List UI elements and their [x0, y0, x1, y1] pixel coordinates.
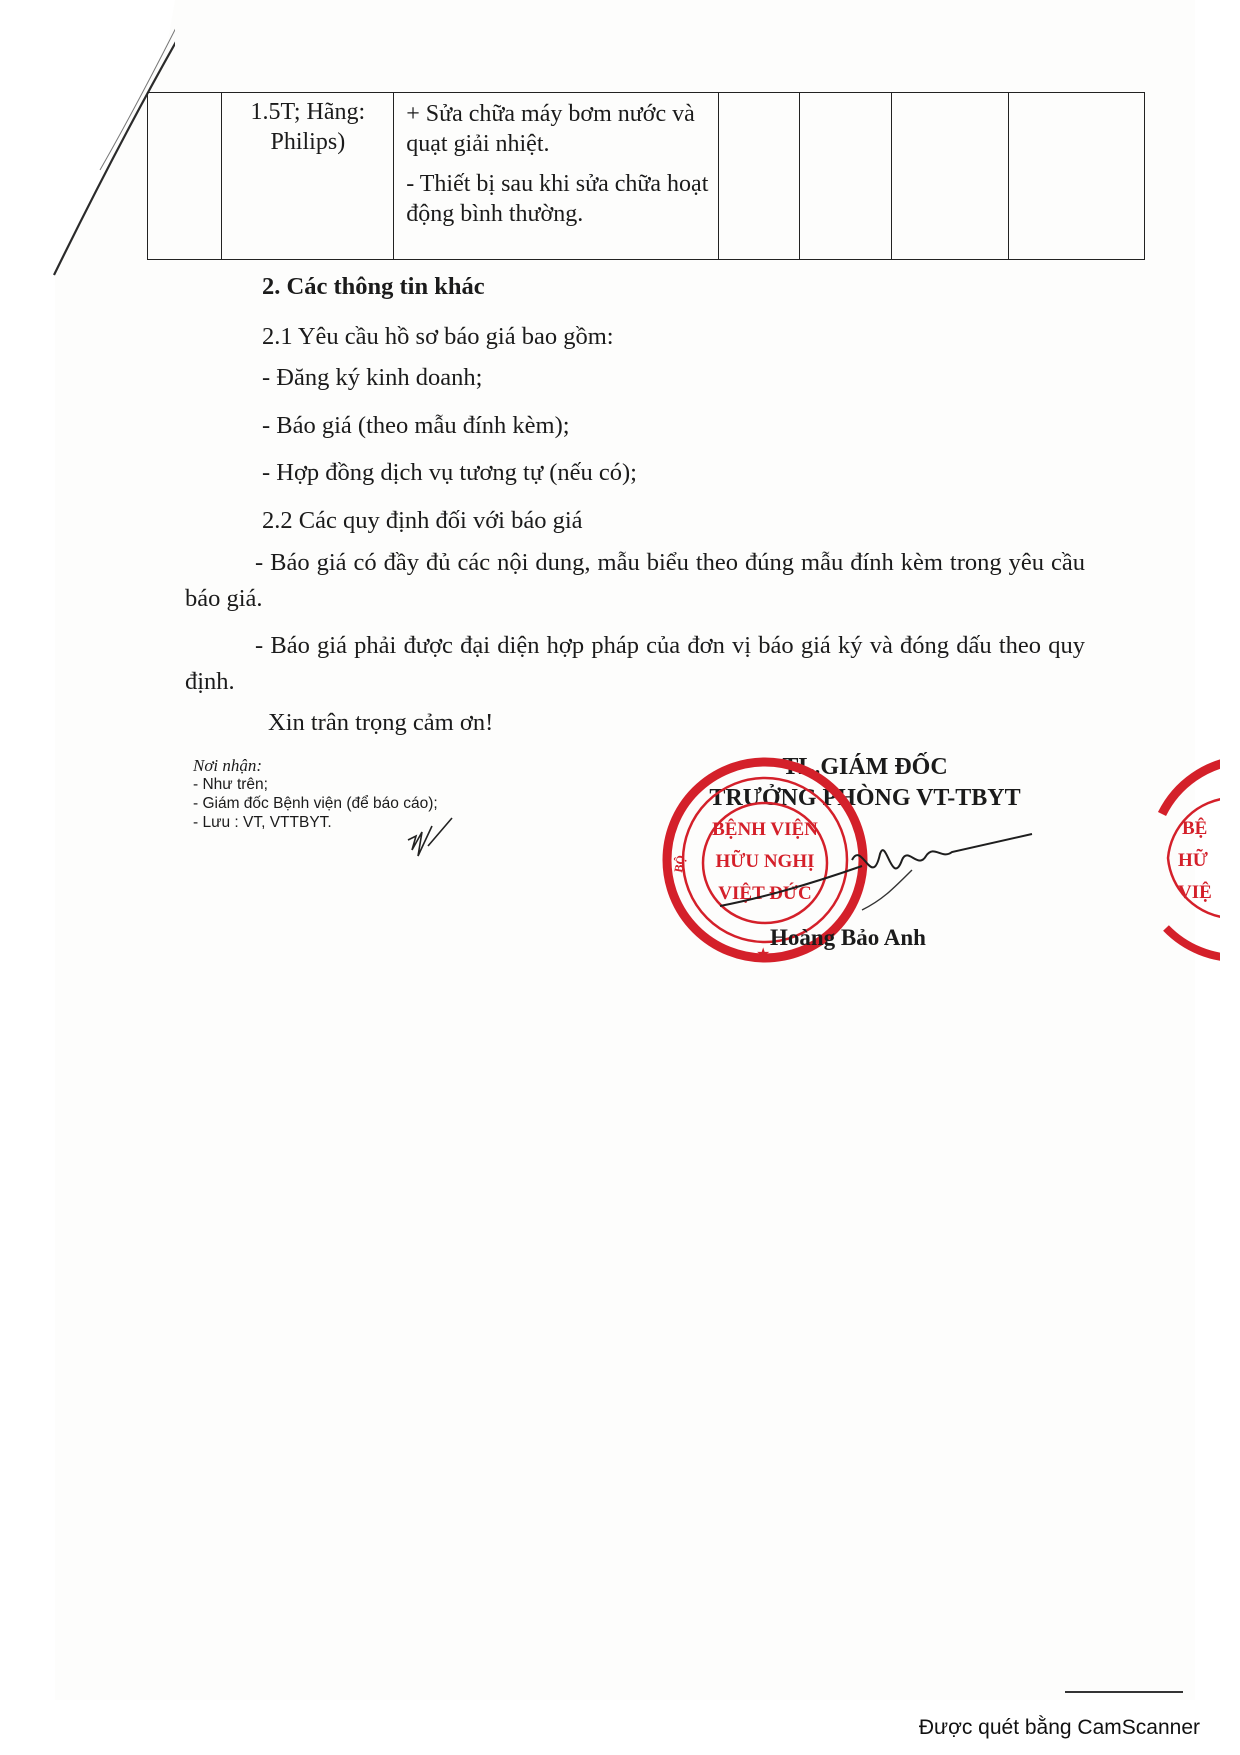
closing-text: Xin trân trọng cảm ơn!	[268, 709, 494, 736]
handwritten-initials	[402, 816, 462, 862]
table-cell-spec	[222, 93, 394, 260]
work-item: + Sửa chữa máy bơm nước và quạt giải nhiệt.	[406, 101, 695, 157]
table-cell-empty	[1008, 93, 1144, 260]
table-cell-empty	[799, 93, 891, 260]
regulation-paragraph	[185, 545, 1085, 617]
partial-seal-line: BỆ	[1182, 818, 1208, 839]
requirement-item: - Hợp đồng dịch vụ tương tự (nếu có);	[262, 459, 637, 486]
signature-position: TRƯỞNG PHÒNG VT-TBYT	[709, 785, 1021, 811]
subsection-title: 2.2 Các quy định đối với báo giá	[262, 507, 583, 534]
signature-title: TL.GIÁM ĐỐC	[782, 754, 948, 780]
page-edge-line	[1065, 1691, 1183, 1693]
seal-edge-text: BỘ	[671, 854, 688, 874]
partial-seal-line: HỮ	[1178, 850, 1208, 871]
regulation-paragraph	[185, 628, 1085, 700]
recipient-item: - Như trên;	[193, 776, 268, 793]
seal-line: BỆNH VIỆN	[712, 819, 818, 840]
table-cell-empty	[891, 93, 1008, 260]
section-heading: 2. Các thông tin khác	[262, 273, 485, 300]
regulation-text: - Báo giá phải được đại diện hợp pháp của đơn vị báo giá ký và đóng dấu theo quy định.	[185, 632, 1085, 695]
recipient-item: - Giám đốc Bệnh viện (để báo cáo);	[193, 795, 438, 812]
work-item: - Thiết bị sau khi sửa chữa hoạt động bình thường.	[406, 171, 709, 227]
regulation-text: - Báo giá có đầy đủ các nội dung, mẫu biểu theo đúng mẫu đính kèm trong yêu cầu báo giá.	[185, 549, 1085, 612]
scanner-watermark: Được quét bằng CamScanner	[918, 1716, 1200, 1739]
table-cell-index	[148, 93, 222, 260]
recipients-block	[193, 756, 438, 832]
recipients-label: Nơi nhận:	[193, 756, 263, 775]
partial-seal	[1130, 748, 1220, 968]
spec-text: 1.5T; Hãng: Philips)	[250, 99, 366, 155]
seal-line: VIỆT ĐỨC	[718, 883, 812, 904]
star-icon: ★	[756, 944, 771, 963]
requirement-item: - Đăng ký kinh doanh;	[262, 364, 483, 391]
table-row	[148, 93, 1145, 260]
handwritten-signature	[712, 830, 1042, 920]
quotation-table-fragment	[147, 92, 1145, 260]
table-cell-work	[394, 93, 719, 260]
signer-name: Hoàng Bảo Anh	[770, 925, 926, 950]
requirement-item: - Báo giá (theo mẫu đính kèm);	[262, 412, 570, 439]
subsection-title: 2.1 Yêu cầu hồ sơ báo giá bao gồm:	[262, 323, 614, 350]
recipient-item: - Lưu : VT, VTTBYT.	[193, 814, 332, 831]
partial-seal-line: VIỆ	[1178, 882, 1212, 903]
table-cell-empty	[719, 93, 799, 260]
seal-line: HỮU NGHỊ	[715, 851, 815, 872]
